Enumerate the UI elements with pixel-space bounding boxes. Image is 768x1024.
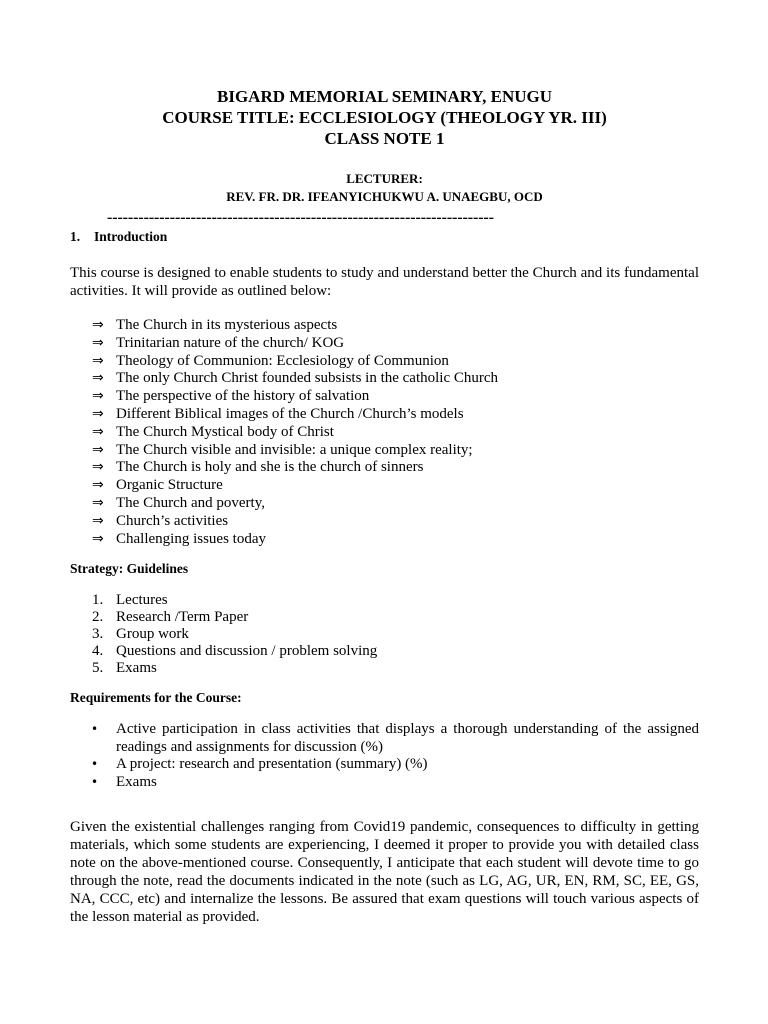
list-item xyxy=(92,406,699,424)
bullet-icon: • xyxy=(91,722,99,737)
list-item xyxy=(92,388,699,406)
lecturer-name: REV. FR. DR. IFEANYICHUKWU A. UNAEGBU, OCD xyxy=(226,189,543,204)
list-item xyxy=(92,353,699,371)
list-item xyxy=(92,442,699,460)
list-item xyxy=(92,335,699,353)
strategy-heading: Strategy: Guidelines xyxy=(70,561,189,577)
document-header xyxy=(70,86,699,206)
arrow-icon: ⇒ xyxy=(92,352,104,369)
item-number: 4. xyxy=(92,643,104,660)
outline-item-text: Organic Structure xyxy=(116,477,223,494)
outline-item-text: The Church is holy and she is the church of sinners xyxy=(116,459,424,476)
arrow-icon: ⇒ xyxy=(92,530,104,547)
item-number: 1. xyxy=(92,592,104,609)
requirement-item-text: Exams xyxy=(116,773,157,790)
institution-name: BIGARD MEMORIAL SEMINARY, ENUGU xyxy=(216,87,553,106)
item-number: 5. xyxy=(92,660,104,677)
outline-item-text: Church’s activities xyxy=(116,512,229,529)
strategy-item-text: Research /Term Paper xyxy=(116,609,249,626)
course-title: COURSE TITLE: ECCLESIOLOGY (THEOLOGY YR. III) xyxy=(162,108,607,127)
requirements-list xyxy=(70,721,699,791)
strategy-item-text: Group work xyxy=(116,626,189,643)
list-item xyxy=(92,370,699,388)
list-item xyxy=(92,459,699,477)
strategy-list xyxy=(70,592,699,677)
arrow-icon: ⇒ xyxy=(92,405,104,422)
outline-item-text: The only Church Christ founded subsists in the catholic Church xyxy=(116,370,499,387)
strategy-item-text: Questions and discussion / problem solving xyxy=(116,643,378,660)
list-item xyxy=(92,643,699,660)
outline-item-text: The Church visible and invisible: a unique complex reality; xyxy=(116,441,473,458)
document-page xyxy=(70,86,699,926)
item-number: 3. xyxy=(92,626,104,643)
separator-line: -------------------------------------------------------------------------- xyxy=(107,210,494,226)
arrow-icon: ⇒ xyxy=(92,317,104,333)
outline-item-text: The Church and poverty, xyxy=(116,494,265,511)
lecturer-label: LECTURER: xyxy=(346,171,423,186)
bullet-icon: • xyxy=(91,774,99,789)
list-item xyxy=(92,660,699,677)
list-item xyxy=(92,609,699,626)
introduction-heading xyxy=(70,229,699,245)
arrow-icon: ⇒ xyxy=(92,512,104,529)
arrow-icon: ⇒ xyxy=(92,334,104,351)
section-number: 1. xyxy=(70,229,81,244)
outline-item-text: The perspective of the history of salvation xyxy=(116,388,370,405)
outline-list xyxy=(70,317,699,548)
list-item xyxy=(92,477,699,495)
arrow-icon: ⇒ xyxy=(92,477,104,494)
list-item xyxy=(92,592,699,609)
arrow-icon: ⇒ xyxy=(92,459,104,476)
list-item xyxy=(92,531,699,549)
requirements-heading: Requirements for the Course: xyxy=(70,690,242,706)
list-item xyxy=(92,495,699,513)
introduction-paragraph: This course is designed to enable students to study and understand better the Church and its fundamental activities. It will provide as outlined below: xyxy=(70,265,699,299)
list-item xyxy=(92,317,699,335)
arrow-icon: ⇒ xyxy=(92,370,104,387)
outline-item-text: Trinitarian nature of the church/ KOG xyxy=(116,334,345,351)
outline-item-text: The Church Mystical body of Christ xyxy=(116,423,334,440)
outline-item-text: The Church in its mysterious aspects xyxy=(116,317,338,333)
class-note-title: CLASS NOTE 1 xyxy=(324,129,445,148)
closing-paragraph: Given the existential challenges ranging from Covid19 pandemic, consequences to difficulty in getting materials, which some students are experiencing, I deemed it proper to provide you with detailed class note on the above-mentioned course. Consequently, I anticipate that each student will devote time to go through the note, read the documents indicated in the note (such as LG, AG, UR, EN, RM, SC, EE, GS, NA, CCC, etc) and internalize the lessons. Be assured that exam questions will touch various aspects of the lesson material as provided. xyxy=(70,819,699,926)
arrow-icon: ⇒ xyxy=(92,441,104,458)
arrow-icon: ⇒ xyxy=(92,494,104,511)
list-item xyxy=(92,513,699,531)
arrow-icon: ⇒ xyxy=(92,388,104,405)
section-title: Introduction xyxy=(94,229,168,244)
item-number: 2. xyxy=(92,609,104,626)
outline-item-text: Theology of Communion: Ecclesiology of Communion xyxy=(116,352,449,369)
list-item xyxy=(92,626,699,643)
list-item xyxy=(92,424,699,442)
requirement-item-text: A project: research and presentation (summary) (%) xyxy=(116,756,428,773)
arrow-icon: ⇒ xyxy=(92,423,104,440)
outline-item-text: Different Biblical images of the Church /Church’s models xyxy=(116,405,464,422)
strategy-item-text: Lectures xyxy=(116,592,168,609)
outline-item-text: Challenging issues today xyxy=(116,530,266,547)
list-item xyxy=(92,774,699,792)
requirement-item-text: Active participation in class activities that displays a thorough understanding of the assigned readings and assignments for discussion (%) xyxy=(116,721,699,755)
list-item xyxy=(92,756,699,774)
strategy-item-text: Exams xyxy=(116,660,157,677)
bullet-icon: • xyxy=(91,757,99,772)
list-item xyxy=(92,721,699,756)
